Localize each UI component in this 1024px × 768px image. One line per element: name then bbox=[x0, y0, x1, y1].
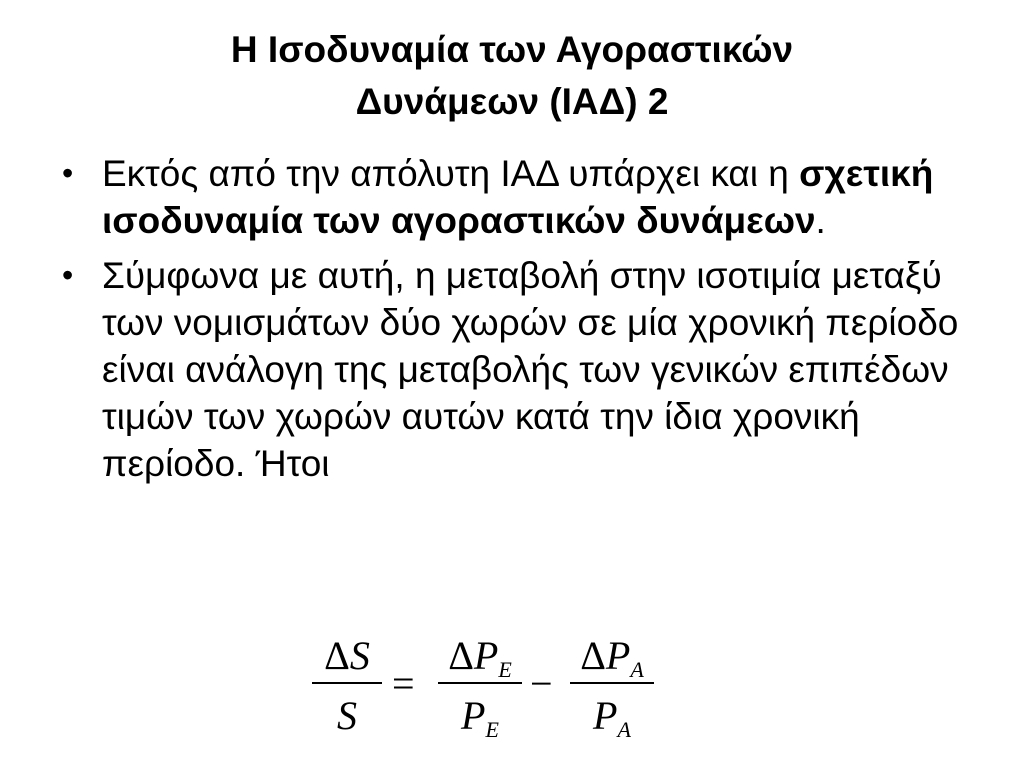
formula-subscript: E bbox=[485, 717, 499, 742]
formula-fraction-lhs bbox=[312, 630, 382, 740]
delta-symbol: Δ bbox=[580, 633, 606, 678]
formula-numerator bbox=[312, 630, 382, 682]
bullet-dot: • bbox=[62, 155, 74, 191]
slide-title-line-2: Δυνάμεων (ΙΑΔ) 2 bbox=[355, 81, 669, 122]
formula-numerator bbox=[570, 630, 654, 682]
delta-symbol: Δ bbox=[448, 633, 474, 678]
formula-subscript: A bbox=[630, 657, 644, 682]
delta-symbol: Δ bbox=[324, 633, 350, 678]
slide-title bbox=[0, 24, 1024, 128]
formula-subscript: A bbox=[617, 717, 631, 742]
formula-variable: P bbox=[461, 693, 486, 738]
slide-title-line-1: Η Ισοδυναμία των Αγοραστικών bbox=[230, 29, 794, 70]
bullet-text: Σύμφωνα με αυτή, η μεταβολή στην ισοτιμία μεταξύ των νομισμάτων δύο χωρών σε μία χρονική περίοδο είναι ανάλογη της μεταβολής των γενικών επιπέδων τιμών των χωρών αυτών κατά την ίδια χρονική περίοδο. Ήτοι bbox=[102, 255, 959, 484]
formula-denominator: S bbox=[337, 693, 357, 738]
formula-numerator bbox=[438, 630, 522, 682]
formula-fraction-term1 bbox=[438, 630, 522, 740]
equals-sign: = bbox=[392, 661, 415, 706]
bullet-item-definition bbox=[62, 252, 962, 487]
formula-variable: S bbox=[349, 633, 370, 678]
formula-fraction-term2 bbox=[570, 630, 654, 740]
formula-variable: P bbox=[593, 693, 618, 738]
bullet-dot: • bbox=[62, 257, 74, 293]
formula-variable: P bbox=[473, 633, 499, 678]
minus-sign: − bbox=[530, 661, 553, 706]
bullet-text-end: . bbox=[815, 200, 826, 241]
formula-denominator bbox=[570, 684, 654, 740]
bullet-text: Εκτός από την απόλυτη ΙΑΔ υπάρχει και η bbox=[102, 153, 800, 194]
bullet-bold-text: σχετική ισοδυναμία των αγοραστικών δυνάμεων bbox=[102, 153, 934, 241]
formula-denominator bbox=[438, 684, 522, 740]
formula-variable: P bbox=[605, 633, 631, 678]
formula-subscript: E bbox=[498, 657, 512, 682]
bullet-list bbox=[62, 150, 962, 495]
bullet-item-relative-ppp bbox=[62, 150, 962, 244]
